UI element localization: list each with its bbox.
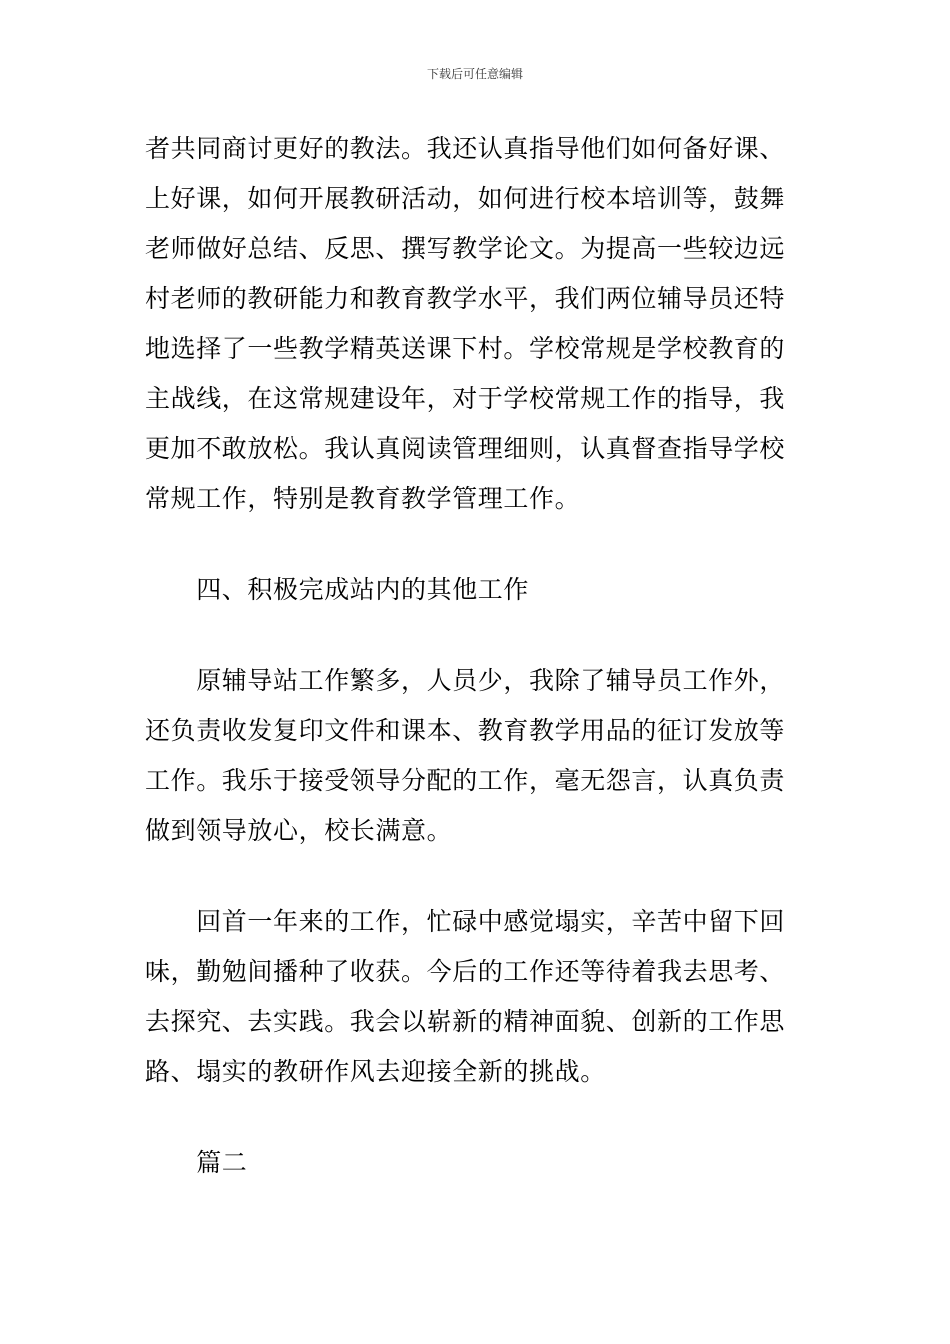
text-line: 更加不敢放松。我认真阅读管理细则，认真督查指导学校 — [145, 434, 786, 463]
paragraph-gap — [145, 856, 805, 897]
text-line: 味，勤勉间播种了收获。今后的工作还等待着我去思考、 — [145, 957, 786, 986]
paragraph-gap — [145, 524, 805, 565]
document-body — [145, 124, 805, 1188]
text-line: 地选择了一些教学精英送课下村。学校常规是学校教育的 — [145, 334, 786, 363]
text-line: 做到领导放心，校长满意。 — [145, 816, 453, 845]
text-line: 村老师的教研能力和教育教学水平，我们两位辅导员还特 — [145, 284, 786, 313]
paragraph-gap — [145, 615, 805, 656]
page-header: 下载后可任意编辑 — [426, 67, 523, 81]
text-line: 者共同商讨更好的教法。我还认真指导他们如何备好课、 — [145, 134, 786, 163]
heading-line: 四、积极完成站内的其他工作 — [145, 575, 530, 604]
paragraph-summary — [145, 897, 805, 1097]
section-title-part-two — [145, 1138, 805, 1188]
text-line: 原辅导站工作繁多，人员少，我除了辅导员工作外， — [145, 666, 786, 695]
text-line: 主战线，在这常规建设年，对于学校常规工作的指导，我 — [145, 384, 786, 413]
paragraph-continuation — [145, 124, 805, 524]
paragraph-gap — [145, 1097, 805, 1138]
text-line: 常规工作，特别是教育教学管理工作。 — [145, 484, 581, 513]
paragraph-other-work — [145, 656, 805, 856]
text-line: 还负责收发复印文件和课本、教育教学用品的征订发放等 — [145, 716, 786, 745]
text-line: 路、塌实的教研作风去迎接全新的挑战。 — [145, 1057, 606, 1086]
text-line: 上好课，如何开展教研活动，如何进行校本培训等，鼓舞 — [145, 184, 786, 213]
text-line: 去探究、去实践。我会以崭新的精神面貌、创新的工作思 — [145, 1007, 786, 1036]
heading-line: 篇二 — [145, 1148, 248, 1177]
section-heading — [145, 565, 805, 615]
text-line: 工作。我乐于接受领导分配的工作，毫无怨言，认真负责 — [145, 766, 786, 795]
text-line: 老师做好总结、反思、撰写教学论文。为提高一些较边远 — [145, 234, 786, 263]
text-line: 回首一年来的工作，忙碌中感觉塌实，辛苦中留下回 — [145, 907, 786, 936]
